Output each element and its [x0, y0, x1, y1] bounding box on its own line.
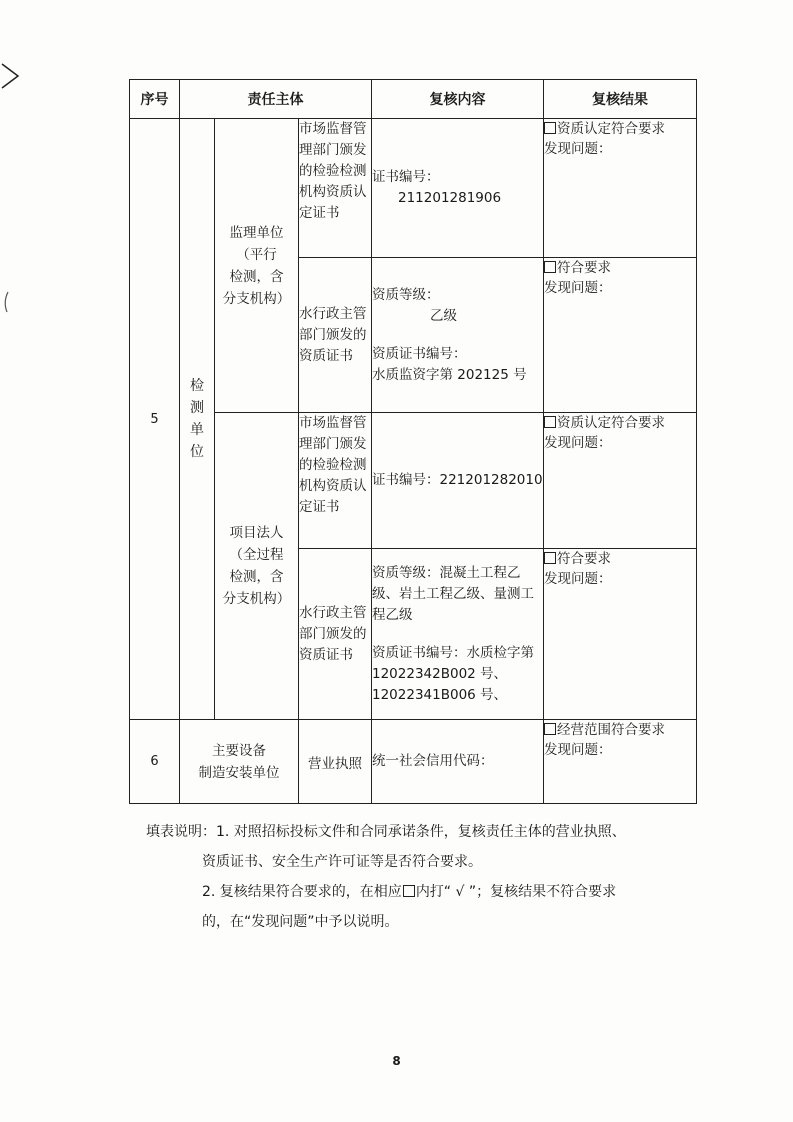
name-line: 主要设备 [212, 742, 266, 759]
corner-mark [0, 56, 30, 92]
result-check-label: 经营范围符合要求 [557, 722, 665, 738]
result-issue-label: 发现问题： [544, 280, 612, 296]
header-no: 序号 [130, 80, 180, 119]
cert-type: 水行政主管部门颁发的资质证书 [299, 258, 372, 413]
checkbox[interactable] [544, 552, 556, 564]
review-table [129, 79, 697, 804]
name-line: 检测，含 [229, 569, 284, 585]
checkbox[interactable] [544, 122, 556, 134]
name-line: （平行 [236, 246, 277, 263]
cert-number-label: 证书编号： [372, 169, 440, 185]
row-number: 6 [130, 720, 180, 804]
cert-number-text: 证书编号：221201282010 [372, 472, 543, 488]
note-item: 1. 对照招标投标文件和合同承诺条件，复核责任主体的营业执照、 [216, 824, 626, 840]
result-issue-label: 发现问题： [544, 141, 612, 157]
table-row [130, 413, 697, 549]
cert-number: 211201281906 [398, 190, 502, 206]
category-char: 单 [190, 422, 204, 438]
result-cell [544, 413, 697, 549]
row-number: 5 [130, 119, 180, 720]
supervisor-unit-cell [215, 119, 299, 413]
result-cell [544, 119, 697, 258]
checkbox-symbol [403, 885, 415, 897]
content-cell [372, 119, 544, 258]
result-issue-label: 发现问题： [544, 571, 612, 587]
note-item [146, 877, 686, 907]
grade-text: 资质等级：混凝土工程乙级、岩土工程乙级、量测工程乙级 [372, 564, 534, 623]
page-number: 8 [392, 1054, 401, 1068]
doc-type: 营业执照 [299, 720, 372, 804]
category-char: 检 [190, 378, 204, 394]
name-line: 检测，含 [229, 268, 284, 285]
cert-text: 资质证书编号：水质检字第 12022342B002 号、12022341B006 号、 [372, 644, 534, 703]
result-cell [544, 720, 697, 804]
name-line: 项目法人 [229, 525, 284, 541]
name-line: 分支机构） [222, 591, 291, 607]
content-cell [372, 413, 544, 549]
grade-value: 乙级 [430, 307, 457, 324]
note-text: 内打“ √ ”；复核结果不符合要求 [415, 884, 617, 900]
notes-title: 填表说明： [146, 824, 216, 840]
result-issue-label: 发现问题： [544, 435, 612, 451]
result-check-label: 符合要求 [557, 551, 611, 567]
checkbox[interactable] [544, 416, 556, 428]
category-char: 测 [190, 400, 204, 416]
name-line: （全过程 [229, 547, 284, 563]
header-result: 复核结果 [544, 80, 697, 119]
header-subject: 责任主体 [180, 80, 372, 119]
table-row [130, 720, 697, 804]
name-line: 监理单位 [229, 224, 284, 241]
note-item: 的，在“发现问题”中予以说明。 [202, 914, 399, 930]
grade-label: 资质等级： [372, 286, 440, 303]
category-cell [180, 119, 215, 720]
result-check-label: 资质认定符合要求 [557, 415, 665, 431]
content-cell [372, 549, 544, 720]
table-row [130, 119, 697, 258]
checkbox[interactable] [544, 723, 556, 735]
note-item: 资质证书、安全生产许可证等是否符合要求。 [202, 854, 482, 870]
name-line: 制造安装单位 [198, 764, 280, 781]
cert-type: 市场监督管理部门颁发的检验检测机构资质认定证书 [299, 413, 372, 549]
cert-label: 资质证书编号： [372, 345, 467, 362]
cert-type: 市场监督管理部门颁发的检验检测机构资质认定证书 [299, 119, 372, 258]
checkbox[interactable] [544, 261, 556, 273]
result-check-label: 符合要求 [557, 260, 611, 276]
result-check-label: 资质认定符合要求 [557, 121, 665, 137]
header-row [130, 80, 697, 119]
content-cell [372, 258, 544, 413]
result-issue-label: 发现问题： [544, 742, 612, 758]
result-cell [544, 549, 697, 720]
fill-instructions [146, 817, 686, 937]
equipment-unit-cell [180, 720, 299, 804]
category-char: 位 [190, 444, 204, 460]
result-cell [544, 258, 697, 413]
cert-type: 水行政主管部门颁发的资质证书 [299, 549, 372, 720]
name-line: 分支机构） [222, 290, 291, 307]
note-text: 2. 复核结果符合要求的，在相应 [202, 884, 402, 900]
project-owner-cell [215, 413, 299, 720]
margin-mark [2, 290, 10, 314]
header-content: 复核内容 [372, 80, 544, 119]
content-cell: 统一社会信用代码： [372, 720, 544, 804]
cert-value: 水质监资字第 202125 号 [372, 366, 527, 383]
